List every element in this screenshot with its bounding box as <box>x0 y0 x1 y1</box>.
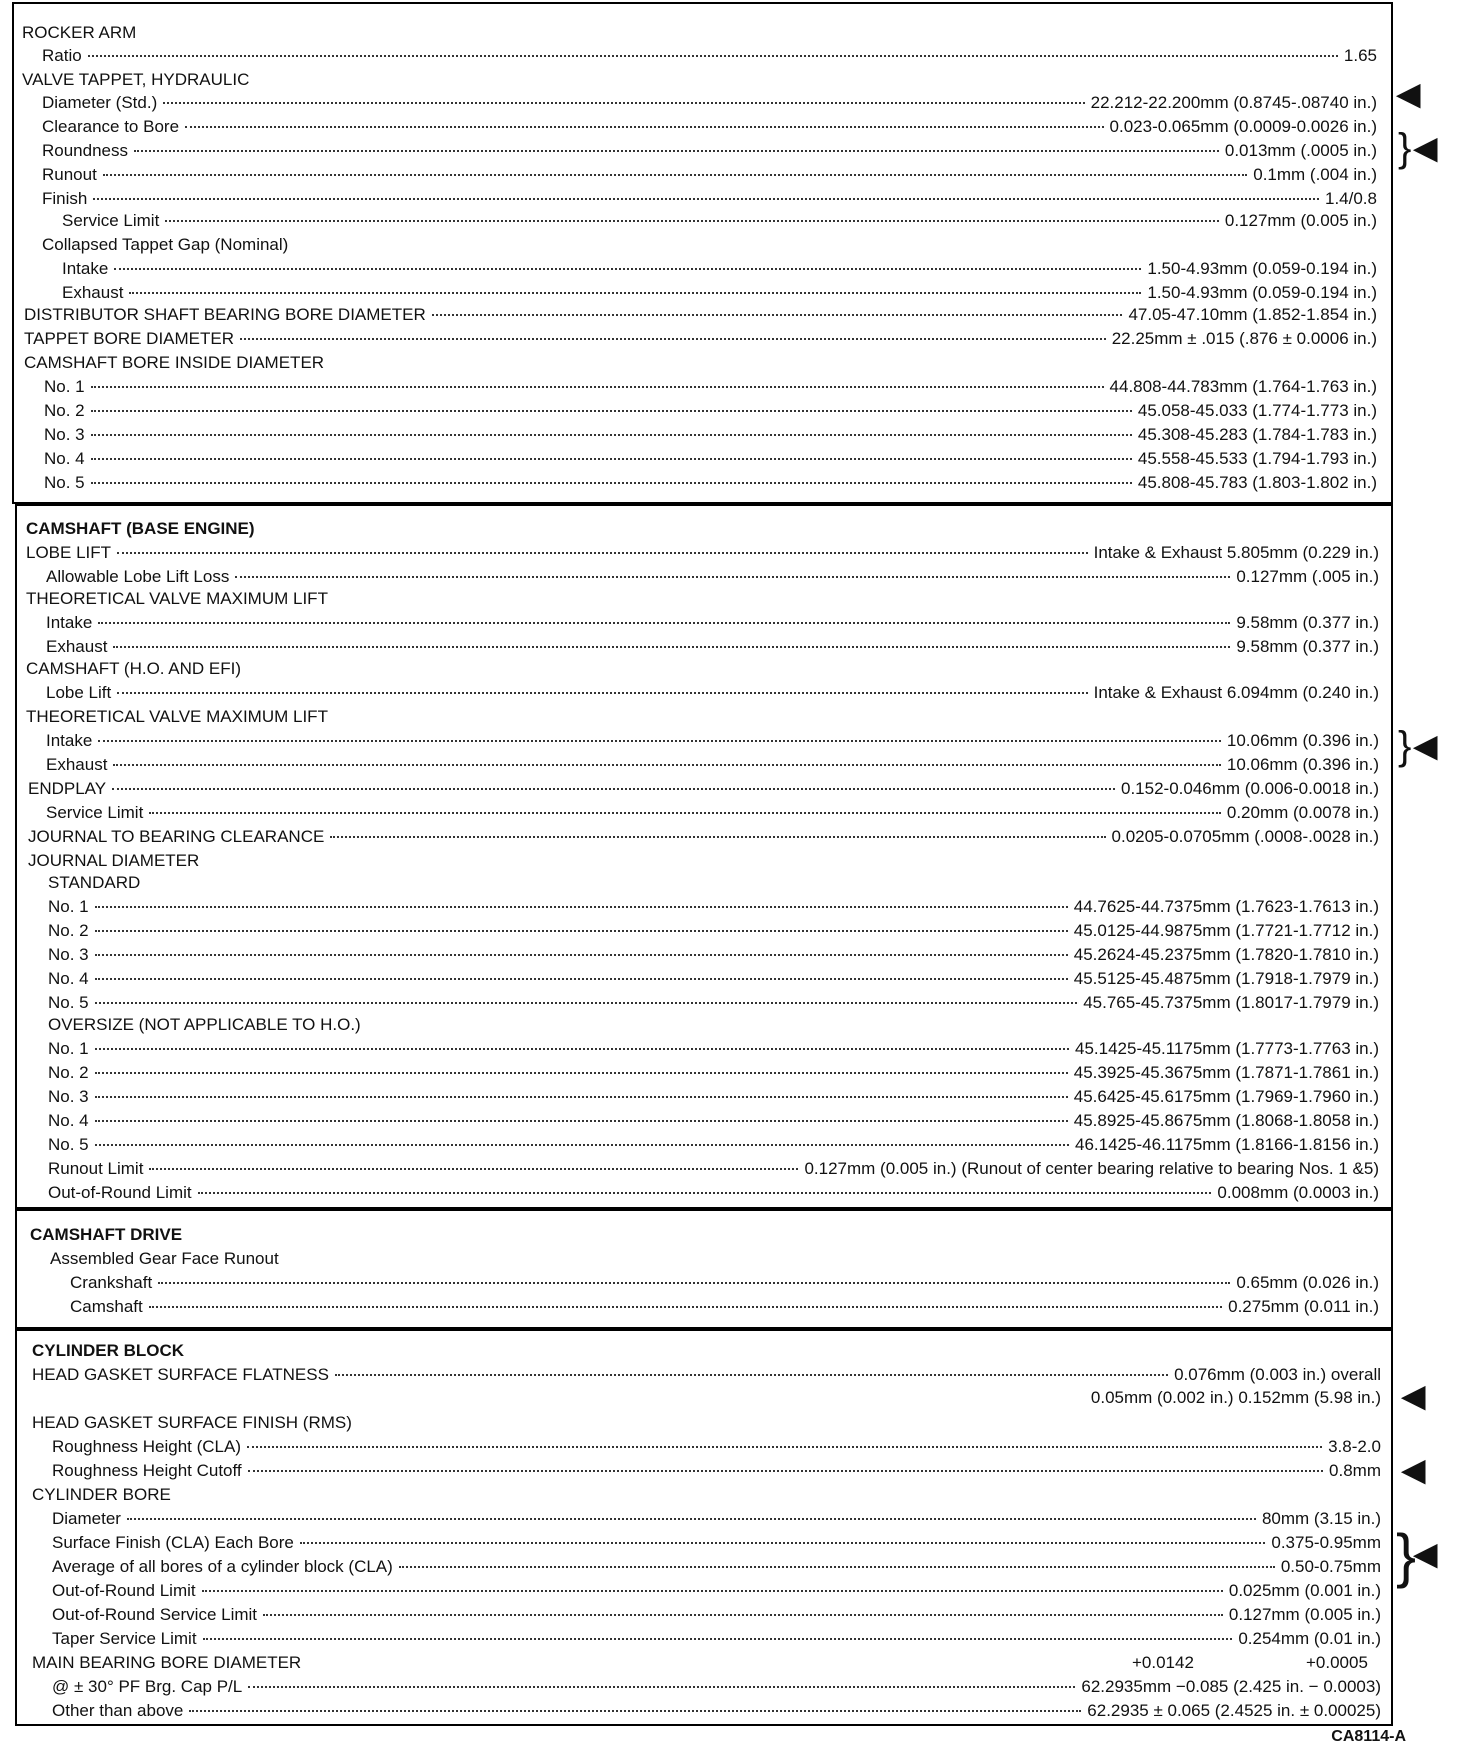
spec-value: 0.127mm (0.005 in.) (Runout of center bearing relative to bearing Nos. 1 &5) <box>804 1159 1379 1178</box>
spec-label: Out-of-Round Service Limit <box>52 1605 258 1624</box>
spec-label: Crankshaft <box>70 1273 153 1292</box>
spec-label: LOBE LIFT <box>26 543 112 562</box>
spec-label: No. 3 <box>48 1087 89 1106</box>
spec-label: Exhaust <box>46 755 108 774</box>
spec-value: 45.765-45.7375mm (1.8017-1.7979 in.) <box>1083 993 1379 1012</box>
spec-value: 45.5125-45.4875mm (1.7918-1.7979 in.) <box>1073 969 1379 988</box>
spec-label: Intake <box>46 613 93 632</box>
spec-value-continued: 0.05mm (0.002 in.) 0.152mm (5.98 in.) <box>1090 1388 1381 1407</box>
dot-leader <box>300 1542 1265 1544</box>
spec-value: 45.3925-45.3675mm (1.7871-1.7861 in.) <box>1073 1063 1379 1082</box>
dot-leader <box>103 174 1247 176</box>
tolerance-in: +0.0005 <box>1306 1653 1368 1672</box>
dot-leader <box>112 788 1115 790</box>
spec-label: Runout Limit <box>48 1159 144 1178</box>
spec-label: No. 2 <box>48 1063 89 1082</box>
dot-leader <box>98 740 1221 742</box>
spec-row <box>48 944 1379 966</box>
dot-leader <box>95 1096 1068 1098</box>
heading-camshaft-ho: CAMSHAFT (H.O. AND EFI) <box>26 659 242 678</box>
dot-leader <box>399 1566 1275 1568</box>
spec-row <box>44 472 1377 494</box>
heading-main-bearing-bore: MAIN BEARING BORE DIAMETER <box>32 1653 302 1672</box>
spec-row <box>44 424 1377 446</box>
spec-value: 44.7625-44.7375mm (1.7623-1.7613 in.) <box>1073 897 1379 916</box>
spec-value: 0.0205-0.0705mm (.0008-.0028 in.) <box>1111 827 1379 846</box>
subheading-collapsed-gap: Collapsed Tappet Gap (Nominal) <box>42 235 289 254</box>
dot-leader <box>95 930 1068 932</box>
dot-leader <box>98 622 1230 624</box>
spec-value: 80mm (3.15 in.) <box>1261 1509 1381 1528</box>
arrow-left-icon: ◀ <box>1414 1538 1438 1571</box>
heading-theoretical-lift-ho: THEORETICAL VALVE MAXIMUM LIFT <box>26 707 328 726</box>
spec-row <box>42 45 1377 67</box>
dot-leader <box>335 1374 1168 1376</box>
spec-row <box>62 210 1377 232</box>
spec-row <box>70 1296 1379 1318</box>
spec-value: 0.1mm (.004 in.) <box>1253 165 1377 184</box>
spec-label: Allowable Lobe Lift Loss <box>46 567 230 586</box>
spec-value: 0.65mm (0.026 in.) <box>1236 1273 1379 1292</box>
spec-value: 0.008mm (0.0003 in.) <box>1217 1183 1379 1202</box>
spec-value: 1.65 <box>1343 46 1377 65</box>
dot-leader <box>149 1306 1222 1308</box>
spec-row <box>48 1110 1379 1132</box>
spec-row <box>46 566 1379 588</box>
dot-leader <box>149 1168 798 1170</box>
spec-label: No. 4 <box>44 449 85 468</box>
dot-leader <box>95 1048 1069 1050</box>
figure-code: CA8114-A <box>1331 1728 1406 1745</box>
spec-row <box>42 140 1377 162</box>
spec-value: 45.058-45.033 (1.774-1.773 in.) <box>1137 401 1377 420</box>
spec-label: No. 4 <box>48 969 89 988</box>
spec-row <box>52 1508 1381 1530</box>
spec-label: No. 4 <box>48 1111 89 1130</box>
spec-label: Finish <box>42 189 88 208</box>
heading-head-gasket-finish: HEAD GASKET SURFACE FINISH (RMS) <box>32 1413 352 1432</box>
dot-leader <box>114 268 1141 270</box>
spec-label: Camshaft <box>70 1297 143 1316</box>
spec-value: 45.8925-45.8675mm (1.8068-1.8058 in.) <box>1073 1111 1379 1130</box>
spec-value: Intake & Exhaust 6.094mm (0.240 in.) <box>1093 683 1379 702</box>
dot-leader <box>202 1590 1223 1592</box>
spec-row <box>52 1628 1381 1650</box>
spec-label: No. 2 <box>48 921 89 940</box>
spec-label: No. 1 <box>48 1039 89 1058</box>
spec-value: 45.1425-45.1175mm (1.7773-1.7763 in.) <box>1075 1039 1379 1058</box>
spec-value: 45.558-45.533 (1.794-1.793 in.) <box>1137 449 1377 468</box>
spec-label: Out-of-Round Limit <box>52 1581 196 1600</box>
spec-label: Lobe Lift <box>46 683 112 702</box>
spec-row <box>46 682 1379 704</box>
spec-value: 0.023-0.065mm (0.0009-0.0026 in.) <box>1109 117 1377 136</box>
dot-leader <box>95 954 1068 956</box>
spec-label: No. 5 <box>48 993 89 1012</box>
spec-value: 45.2624-45.2375mm (1.7820-1.7810 in.) <box>1073 945 1379 964</box>
spec-row <box>52 1604 1381 1626</box>
dot-leader <box>240 338 1106 340</box>
spec-row <box>62 258 1377 280</box>
spec-label: Surface Finish (CLA) Each Bore <box>52 1533 294 1552</box>
spec-value: 0.254mm (0.01 in.) <box>1238 1629 1381 1648</box>
dot-leader <box>113 764 1220 766</box>
spec-value: 45.308-45.283 (1.784-1.783 in.) <box>1137 425 1377 444</box>
heading-camshaft-base-engine: CAMSHAFT (BASE ENGINE) <box>26 519 255 538</box>
dot-leader <box>95 1072 1068 1074</box>
spec-row <box>46 636 1379 658</box>
heading-theoretical-lift: THEORETICAL VALVE MAXIMUM LIFT <box>26 589 328 608</box>
spec-value: 10.06mm (0.396 in.) <box>1226 731 1379 750</box>
dot-leader <box>127 1518 1256 1520</box>
spec-row <box>24 328 1377 350</box>
spec-row <box>48 1134 1379 1156</box>
dot-leader <box>91 458 1132 460</box>
dot-leader <box>263 1614 1223 1616</box>
arrow-left-icon: ◀ <box>1414 730 1438 763</box>
spec-label: ENDPLAY <box>28 779 107 798</box>
spec-value: 9.58mm (0.377 in.) <box>1236 613 1379 632</box>
spec-row <box>48 896 1379 918</box>
spec-label: No. 5 <box>44 473 85 492</box>
heading-journal-diameter: JOURNAL DIAMETER <box>28 851 200 870</box>
spec-value: 22.25mm ± .015 (.876 ± 0.0006 in.) <box>1111 329 1377 348</box>
spec-value: 45.6425-45.6175mm (1.7969-1.7960 in.) <box>1073 1087 1379 1106</box>
spec-value: 0.127mm (.005 in.) <box>1236 567 1379 586</box>
spec-label: Ratio <box>42 46 82 65</box>
spec-label: Runout <box>42 165 97 184</box>
dot-leader <box>165 220 1219 222</box>
dot-leader <box>158 1282 1230 1284</box>
arrow-left-icon: ◀ <box>1402 1454 1426 1487</box>
dot-leader <box>91 410 1132 412</box>
spec-row <box>48 1158 1379 1180</box>
spec-label: Other than above <box>52 1701 184 1720</box>
spec-row <box>48 992 1379 1014</box>
tolerance-mm: +0.0142 <box>1132 1653 1194 1672</box>
dot-leader <box>198 1192 1212 1194</box>
right-brace-icon: } <box>1398 724 1412 768</box>
spec-row <box>70 1272 1379 1294</box>
spec-value: 0.013mm (.0005 in.) <box>1224 141 1377 160</box>
heading-valve-tappet: VALVE TAPPET, HYDRAULIC <box>22 70 250 89</box>
dot-leader <box>113 646 1230 648</box>
spec-row <box>48 1086 1379 1108</box>
spec-row <box>52 1436 1381 1458</box>
spec-label: Diameter <box>52 1509 121 1528</box>
spec-row <box>62 282 1377 304</box>
spec-value: 0.127mm (0.005 in.) <box>1228 1605 1381 1624</box>
spec-value: 45.808-45.783 (1.803-1.802 in.) <box>1137 473 1377 492</box>
spec-row <box>46 730 1379 752</box>
right-brace-icon: } <box>1398 126 1412 170</box>
spec-row <box>26 542 1379 564</box>
spec-label: Service Limit <box>62 211 160 230</box>
spec-value: 1.50-4.93mm (0.059-0.194 in.) <box>1147 283 1377 302</box>
spec-value: 0.275mm (0.011 in.) <box>1228 1297 1379 1316</box>
spec-row <box>24 304 1377 326</box>
spec-row <box>48 1182 1379 1204</box>
dot-leader <box>129 292 1141 294</box>
spec-value: 45.0125-44.9875mm (1.7721-1.7712 in.) <box>1073 921 1379 940</box>
spec-row <box>42 92 1377 114</box>
heading-camshaft-drive: CAMSHAFT DRIVE <box>30 1225 183 1244</box>
spec-row <box>44 448 1377 470</box>
spec-label: Diameter (Std.) <box>42 93 158 112</box>
spec-label: Intake <box>46 731 93 750</box>
dot-leader <box>248 1686 1075 1688</box>
dot-leader <box>432 314 1123 316</box>
dot-leader <box>117 552 1088 554</box>
spec-label: Average of all bores of a cylinder block (CLA) <box>52 1557 393 1576</box>
spec-value: 0.076mm (0.003 in.) overall <box>1174 1365 1381 1384</box>
spec-value: 22.212-22.200mm (0.8745-.08740 in.) <box>1090 93 1377 112</box>
dot-leader <box>88 55 1338 57</box>
spec-row <box>42 164 1377 186</box>
spec-value: 0.375-0.95mm <box>1271 1533 1381 1552</box>
spec-row <box>52 1580 1381 1602</box>
spec-label: DISTRIBUTOR SHAFT BEARING BORE DIAMETER <box>24 305 426 324</box>
dot-leader <box>185 126 1104 128</box>
spec-value: 1.50-4.93mm (0.059-0.194 in.) <box>1147 259 1377 278</box>
spec-label: No. 1 <box>44 377 85 396</box>
dot-leader <box>330 836 1105 838</box>
dot-leader <box>95 1002 1078 1004</box>
spec-label: HEAD GASKET SURFACE FLATNESS <box>32 1365 329 1384</box>
spec-value: 62.2935mm −0.085 (2.425 in. − 0.0003) <box>1081 1677 1381 1696</box>
heading-camshaft-bore: CAMSHAFT BORE INSIDE DIAMETER <box>24 353 325 372</box>
right-brace-icon: } <box>1396 1522 1417 1589</box>
heading-rocker-arm: ROCKER ARM <box>22 23 137 42</box>
spec-row <box>46 802 1379 824</box>
spec-label: Roundness <box>42 141 129 160</box>
spec-label: Service Limit <box>46 803 144 822</box>
spec-row <box>42 116 1377 138</box>
spec-row <box>42 188 1377 210</box>
spec-row <box>46 754 1379 776</box>
spec-value: 47.05-47.10mm (1.852-1.854 in.) <box>1128 305 1377 324</box>
spec-row <box>52 1460 1381 1482</box>
spec-value: 62.2935 ± 0.065 (2.4525 in. ± 0.00025) <box>1087 1701 1381 1720</box>
spec-label: No. 5 <box>48 1135 89 1154</box>
spec-label: No. 2 <box>44 401 85 420</box>
dot-leader <box>247 1446 1322 1448</box>
spec-row <box>44 376 1377 398</box>
dot-leader <box>149 812 1221 814</box>
arrow-left-icon: ◀ <box>1414 132 1438 165</box>
spec-row <box>48 1038 1379 1060</box>
spec-row <box>52 1676 1381 1698</box>
spec-label: JOURNAL TO BEARING CLEARANCE <box>28 827 325 846</box>
dot-leader <box>95 978 1068 980</box>
arrow-left-icon: ◀ <box>1397 78 1421 111</box>
spec-value: 1.4/0.8 <box>1325 189 1377 208</box>
spec-value: 0.20mm (0.0078 in.) <box>1226 803 1379 822</box>
spec-value: 44.808-44.783mm (1.764-1.763 in.) <box>1109 377 1377 396</box>
spec-label: Clearance to Bore <box>42 117 180 136</box>
spec-value: 10.06mm (0.396 in.) <box>1226 755 1379 774</box>
dot-leader <box>235 576 1230 578</box>
spec-label: Intake <box>62 259 109 278</box>
spec-row <box>52 1556 1381 1578</box>
spec-label: TAPPET BORE DIAMETER <box>24 329 235 348</box>
spec-label: Roughness Height Cutoff <box>52 1461 242 1480</box>
spec-row <box>28 826 1379 848</box>
dot-leader <box>248 1470 1323 1472</box>
spec-row <box>48 968 1379 990</box>
dot-leader <box>189 1710 1081 1712</box>
spec-value: 0.50-0.75mm <box>1280 1557 1381 1576</box>
spec-row <box>44 400 1377 422</box>
spec-label: Out-of-Round Limit <box>48 1183 192 1202</box>
spec-row <box>46 612 1379 634</box>
heading-cylinder-bore: CYLINDER BORE <box>32 1485 171 1504</box>
spec-value: 0.025mm (0.001 in.) <box>1228 1581 1381 1600</box>
spec-row <box>48 920 1379 942</box>
spec-value: 0.152-0.046mm (0.006-0.0018 in.) <box>1121 779 1379 798</box>
spec-label: Taper Service Limit <box>52 1629 197 1648</box>
subheading-gear-face-runout: Assembled Gear Face Runout <box>50 1249 279 1268</box>
spec-label: No. 3 <box>48 945 89 964</box>
dot-leader <box>91 482 1132 484</box>
spec-row <box>48 1062 1379 1084</box>
spec-value: 3.8-2.0 <box>1328 1437 1381 1456</box>
heading-cylinder-block: CYLINDER BLOCK <box>32 1341 185 1360</box>
spec-row <box>52 1532 1381 1554</box>
spec-row <box>52 1700 1381 1722</box>
spec-label: @ ± 30° PF Brg. Cap P/L <box>52 1677 243 1696</box>
subheading-standard: STANDARD <box>48 873 141 892</box>
dot-leader <box>93 198 1319 200</box>
spec-value: 9.58mm (0.377 in.) <box>1236 637 1379 656</box>
dot-leader <box>203 1638 1233 1640</box>
spec-value: Intake & Exhaust 5.805mm (0.229 in.) <box>1093 543 1379 562</box>
dot-leader <box>91 386 1104 388</box>
spec-value: 0.8mm <box>1329 1461 1381 1480</box>
dot-leader <box>95 1144 1069 1146</box>
dot-leader <box>134 150 1219 152</box>
subheading-oversize: OVERSIZE (NOT APPLICABLE TO H.O.) <box>48 1015 361 1034</box>
dot-leader <box>163 102 1084 104</box>
spec-value: 0.127mm (0.005 in.) <box>1224 211 1377 230</box>
spec-label: Exhaust <box>46 637 108 656</box>
spec-label: Roughness Height (CLA) <box>52 1437 241 1456</box>
spec-label: No. 1 <box>48 897 89 916</box>
spec-value: 46.1425-46.1175mm (1.8166-1.8156 in.) <box>1075 1135 1379 1154</box>
arrow-left-icon: ◀ <box>1402 1380 1426 1413</box>
dot-leader <box>91 434 1132 436</box>
spec-label: Exhaust <box>62 283 124 302</box>
dot-leader <box>95 906 1068 908</box>
dot-leader <box>95 1120 1068 1122</box>
spec-row <box>28 778 1379 800</box>
dot-leader <box>117 692 1087 694</box>
spec-label: No. 3 <box>44 425 85 444</box>
spec-row <box>32 1364 1381 1386</box>
